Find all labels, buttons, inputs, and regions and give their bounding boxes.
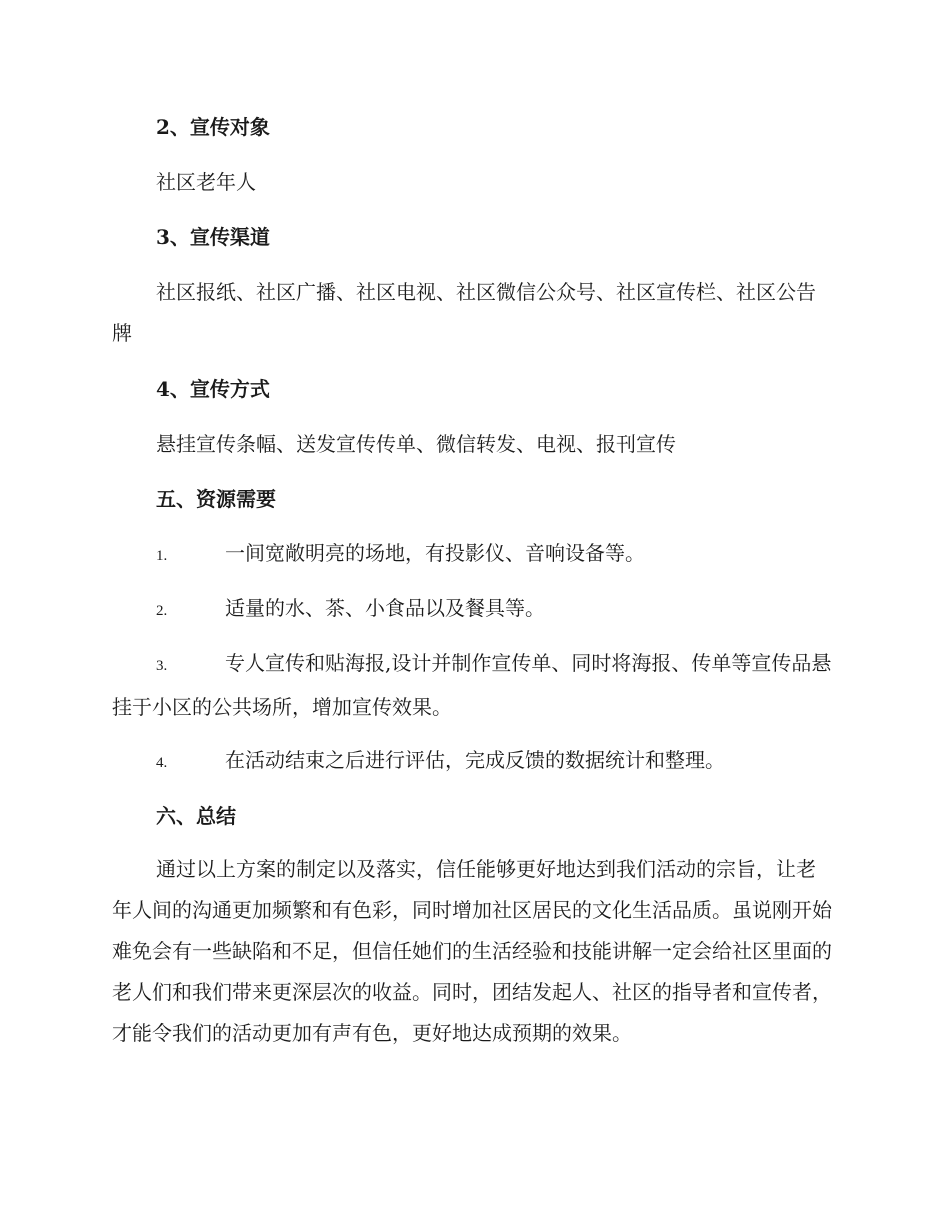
resource-item-3: [112, 643, 834, 728]
list-text: 在活动结束之后进行评估，完成反馈的数据统计和整理。: [225, 748, 725, 772]
section-heading-methods: 4、宣传方式: [156, 377, 270, 401]
resource-item-1: [112, 533, 834, 577]
audience-text: 社区老年人: [156, 170, 256, 194]
list-number: 2.: [156, 603, 168, 619]
list-text: 一间宽敞明亮的场地，有投影仪、音响设备等。: [225, 541, 645, 565]
section-heading-summary: 六、总结: [156, 804, 236, 828]
resource-item-2: [112, 588, 834, 632]
methods-text: 悬挂宣传条幅、送发宣传传单、微信转发、电视、报刊宣传: [156, 432, 676, 456]
channels-text: 社区报纸、社区广播、社区电视、社区微信公众号、社区宣传栏、社区公告牌: [112, 280, 816, 345]
summary-text: 通过以上方案的制定以及落实，信任能够更好地达到我们活动的宗旨，让老年人间的沟通更加频繁和有色彩，同时增加社区居民的文化生活品质。虽说刚开始难免会有一些缺陷和不足，但信任她们的生活经验和技能讲解一定会给社区里面的老人们和我们带来更深层次的收益。同时，团结发起人、社区的指导者和宣传者，才能令我们的活动更加有声有色，更好地达成预期的效果。: [112, 857, 832, 1045]
list-text: 专人宣传和贴海报,设计并制作宣传单、同时将海报、传单等宣传品悬挂于小区的公共场所，增加宣传效果。: [112, 651, 832, 719]
list-number: 1.: [156, 548, 168, 564]
section-heading-resources: 五、资源需要: [156, 487, 276, 511]
resource-item-4: [112, 740, 834, 784]
section-heading-channels: 3、宣传渠道: [156, 225, 270, 249]
list-text: 适量的水、茶、小食品以及餐具等。: [225, 596, 545, 620]
list-number: 3.: [156, 658, 168, 674]
list-number: 4.: [156, 755, 168, 771]
section-heading-audience: 2、宣传对象: [156, 115, 270, 139]
